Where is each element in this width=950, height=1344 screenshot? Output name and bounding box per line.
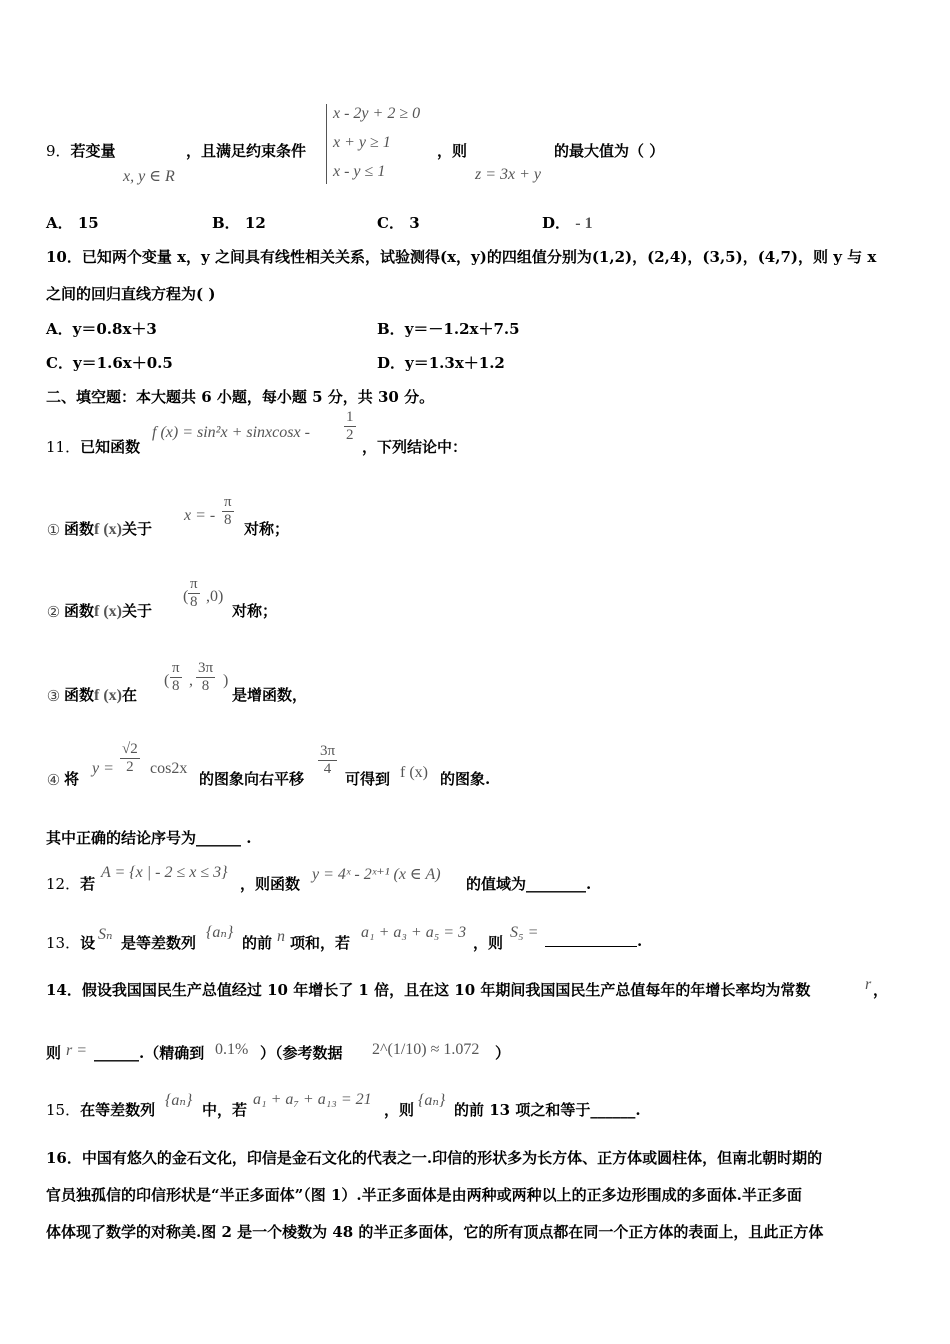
q9-option-c: C． 3: [377, 214, 420, 232]
q11-item-3-frac-2: $\frac{3\pi}{8}$: [198, 660, 214, 694]
q13-answer-blank: [545, 930, 637, 947]
q14-ref: ）（参考数据: [260, 1044, 343, 1062]
q11-item-4-get: 可得到: [345, 770, 391, 788]
q13-b: 的前: [242, 934, 273, 952]
q9-tail: 的最大值为（ ）: [554, 142, 665, 160]
q11-half: $\frac{1}{2}$: [346, 409, 354, 443]
q12-func: y = 4ˣ - 2ˣ⁺¹ (x ∈ A): [312, 866, 441, 883]
q11-item-2-tail: 对称；: [232, 602, 278, 620]
q15-b: ，则: [384, 1101, 415, 1119]
q11-item-3-post: ): [223, 672, 229, 689]
circled-number-2: ②: [46, 602, 61, 621]
q14-r: r: [865, 976, 872, 993]
section-2-heading: 二、填空题：本大题共 6 小题，每小题 5 分，共 30 分。: [46, 388, 435, 406]
q11-item-2: ② 函数f (x)关于: [46, 602, 153, 621]
q16-line3: 体体现了数学的对称美.图 2 是一个棱数为 48 的半正多面体，它的所有顶点都在同一个正方体的表面上，且此正方体: [46, 1223, 824, 1241]
q11-item-1-eq: x = -: [184, 507, 216, 524]
q11-item-3-pre: (: [164, 672, 170, 689]
q9-lead: 若变量: [70, 142, 116, 160]
q11-item-4-shift: 的图象向右平移: [199, 770, 305, 788]
q10-line2: 之间的回归直线方程为( ): [46, 285, 216, 303]
q9-option-d: D． - 1: [542, 214, 593, 232]
q11-item-4-cos: cos2x: [150, 760, 188, 777]
q15-a: 中，若: [202, 1101, 248, 1119]
q15-stem: 15．在等差数列: [46, 1101, 156, 1119]
q13-n: n: [277, 928, 285, 945]
q13-s5: S₅ =: [510, 924, 539, 941]
q11-item-4-y: y =: [92, 760, 114, 777]
q16-line2: 官员独孤信的印信形状是“半正多面体”（图 1）.半正多面体是由两种或两种以上的正多边形围成的多面体.半正多面: [46, 1186, 802, 1204]
q14-r-eq: r =: [66, 1042, 88, 1059]
q14-line1: 14．假设我国国民生产总值经过 10 年增长了 1 倍，且在这 10 年期间我国国民生产总值每年的年增长率均为常数: [46, 981, 811, 999]
q13-a: 是等差数列: [121, 934, 197, 952]
q10-option-c: C．y＝1.6x＋0.5: [46, 354, 173, 372]
q14-then: 则: [46, 1044, 62, 1062]
q14-blank-tail: ______.（精确到: [94, 1044, 205, 1062]
q11-item-4-frac: $\frac{3\pi}{4}$: [320, 743, 336, 777]
q14-comma: ，: [873, 981, 889, 999]
q11-item-4-tail: 的图象.: [440, 770, 491, 788]
q13-d: ，则: [473, 934, 504, 952]
q11-item-2-pre: (: [183, 588, 189, 605]
q15-an2: {aₙ}: [418, 1092, 446, 1109]
q10-option-b: B．y＝－1.2x＋7.5: [377, 320, 520, 338]
q9-constraint-1: x - 2y + 2 ≥ 0: [333, 105, 421, 122]
q13-stem: 13．设: [46, 934, 96, 952]
q11-item-1-frac: $\frac{\pi}{8}$: [224, 494, 232, 528]
q13-an: {aₙ}: [206, 924, 234, 941]
q14-precision: 0.1%: [215, 1041, 249, 1058]
q11-item-2-post: ,0): [206, 588, 224, 605]
q13-eq: a₁ + a₃ + a₅ = 3: [361, 924, 467, 941]
q11-stem: 11．已知函数: [46, 438, 141, 456]
q12-stem: 12．若: [46, 875, 96, 893]
q13-c: 项和，若: [290, 934, 351, 952]
q11-item-4: ④ 将: [46, 770, 80, 789]
circled-number-4: ④: [46, 770, 61, 789]
q9-then: ，则: [437, 142, 468, 160]
q12-set: A = {x | - 2 ≤ x ≤ 3}: [101, 864, 228, 881]
q11-conclusion: 其中正确的结论序号为______ .: [46, 829, 252, 847]
q11-item-3-frac-1: $\frac{\pi}{8}$: [172, 660, 180, 694]
q10-line1: 10．已知两个变量 x，y 之间具有线性相关关系，试验测得(x，y)的四组值分别为(1,2)，(2,4)，(3,5)，(4,7)，则 y 与 x: [46, 248, 877, 266]
q9-option-b: B． 12: [212, 214, 266, 232]
q10-option-a: A．y＝0.8x＋3: [46, 320, 157, 338]
q9-constraint-brace: [326, 104, 327, 184]
q13-sn: Sₙ: [98, 926, 113, 943]
q9-vars: x, y ∈ R: [123, 168, 175, 185]
q9-constraint-2: x + y ≥ 1: [333, 134, 391, 151]
q15-an: {aₙ}: [165, 1092, 193, 1109]
q12-mid: ，则函数: [240, 875, 301, 893]
q14-ref-value: 2^(1/10) ≈ 1.072: [372, 1041, 480, 1058]
q15-tail: 的前 13 项之和等于______.: [454, 1101, 641, 1119]
q11-item-4-root: $\frac{√2}{2}$: [122, 741, 138, 775]
q10-option-d: D．y＝1.3x＋1.2: [377, 354, 505, 372]
q13-tail: .: [637, 932, 643, 950]
q15-eq: a₁ + a₇ + a₁₃ = 21: [253, 1091, 372, 1108]
q11-item-4-f: f (x): [400, 764, 428, 781]
q9-mid: ，且满足约束条件: [186, 142, 307, 160]
circled-number-3: ③: [46, 686, 61, 705]
q9-constraint-3: x - y ≤ 1: [333, 163, 386, 180]
q11-item-3: ③ 函数f (x)在: [46, 686, 138, 705]
q9-number: 9．: [46, 142, 71, 160]
q12-tail: 的值域为________.: [466, 875, 592, 893]
q11-item-1-tail: 对称；: [244, 520, 290, 538]
q14-close: ）: [495, 1044, 511, 1062]
q11-item-3-comma: ,: [189, 672, 193, 689]
q9-stem: [46, 140, 116, 161]
q16-line1: 16．中国有悠久的金石文化，印信是金石文化的代表之一.印信的形状多为长方体、正方体或圆柱体，但南北朝时期的: [46, 1149, 823, 1167]
q11-item-3-tail: 是增函数，: [232, 686, 308, 704]
q9-objective: z = 3x + y: [475, 166, 542, 183]
q11-item-2-frac: $\frac{\pi}{8}$: [190, 576, 198, 610]
circled-number-1: ①: [46, 520, 61, 539]
q11-item-1: ① 函数f (x)关于: [46, 520, 153, 539]
q11-func: f (x) = sin²x + sinxcosx -: [152, 424, 310, 441]
q9-option-a: A． 15: [46, 214, 99, 232]
q11-tail: ，下列结论中：: [362, 438, 468, 456]
